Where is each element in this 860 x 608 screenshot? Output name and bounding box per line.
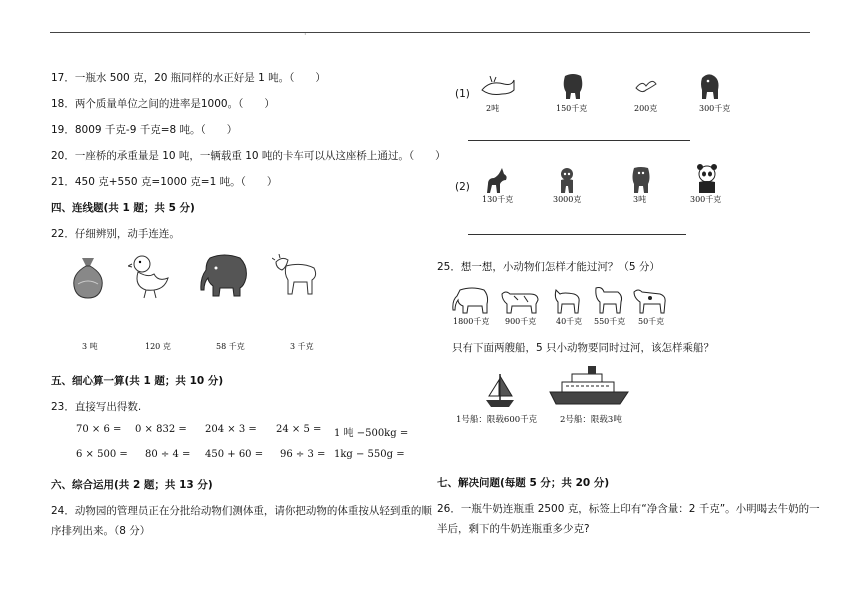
deer-icon <box>484 166 512 194</box>
q22-label-3: 58 千克 <box>216 342 245 351</box>
question-17: 17．一瓶水 500 克，20 瓶同样的水正好是 1 吨。（ ） <box>51 72 326 84</box>
group-2-label: 130千克 <box>482 195 514 204</box>
bear-icon <box>630 166 652 194</box>
group-2-label: 3000克 <box>553 195 582 204</box>
calc-item: 6 × 500 = <box>76 449 128 460</box>
boat-2-label: 2号船：限载3吨 <box>560 415 622 425</box>
question-23: 23．直接写出得数. <box>51 401 142 413</box>
sailboat-icon <box>484 372 516 410</box>
group-2-label: 3吨 <box>633 195 647 204</box>
calc-item: 450 + 60 = <box>205 449 264 460</box>
group-1-index: (1) <box>455 88 470 100</box>
answer-line-2 <box>468 234 686 235</box>
monkey-icon <box>556 166 578 194</box>
calc-item: 70 × 6 = <box>76 424 122 435</box>
calc-item: 24 × 5 = <box>276 424 322 435</box>
goat-icon <box>552 286 582 314</box>
sheep-icon <box>272 254 322 298</box>
q25-animal-label: 900千克 <box>505 317 537 326</box>
question-26-line-1: 26．一瓶牛奶连瓶重 2500 克，标签上印有“净含量：2 千克”。小明喝去牛奶的一 <box>437 503 820 515</box>
section-5-heading: 五、细心算一算(共 1 题；共 10 分) <box>51 375 224 387</box>
elephant-icon <box>452 286 490 314</box>
horse-icon <box>592 284 624 314</box>
group-1-label: 2吨 <box>486 104 500 113</box>
bear-icon <box>562 72 584 100</box>
header-dot: · <box>304 30 307 39</box>
q22-label-2: 120 克 <box>145 342 171 351</box>
q25-animal-label: 1800千克 <box>453 317 490 326</box>
question-19: 19．8009 千克-9 千克=8 吨。（ ） <box>51 124 238 136</box>
section-4-heading: 四、连线题(共 1 题；共 5 分) <box>51 202 195 214</box>
question-24-line-1: 24．动物园的管理员正在分批给动物们测体重，请你把动物的体重按从轻到重的顺 <box>51 505 432 517</box>
q22-label-4: 3 千克 <box>290 342 314 351</box>
duck-icon <box>128 252 172 300</box>
cow-icon <box>500 286 540 314</box>
bag-icon <box>68 254 108 300</box>
question-26-line-2: 半后，剩下的牛奶连瓶重多少克? <box>437 523 590 535</box>
calc-item: 204 × 3 = <box>205 424 257 435</box>
q25-animal-label: 50千克 <box>638 317 665 326</box>
q22-label-1: 3 吨 <box>82 342 98 351</box>
ship-icon <box>548 366 630 406</box>
boat-1-label: 1号船：限载600千克 <box>456 415 538 425</box>
calc-item: 1kg − 550g = <box>334 449 405 460</box>
group-1-label: 200克 <box>634 104 658 113</box>
calc-item: 0 × 832 = <box>135 424 187 435</box>
q25-animal-label: 550千克 <box>594 317 626 326</box>
group-1-label: 150千克 <box>556 104 588 113</box>
group-2-label: 300千克 <box>690 195 722 204</box>
question-25-prompt: 只有下面两艘船，5 只小动物要同时过河，该怎样乘船？ <box>452 342 715 354</box>
panda-icon <box>694 164 720 194</box>
calc-item: 96 ÷ 3 = <box>280 449 326 460</box>
group-2-index: (2) <box>455 181 470 193</box>
question-20: 20．一座桥的承重量是 10 吨，一辆载重 10 吨的卡车可以从这座桥上通过。（ ） <box>51 150 446 162</box>
section-7-heading: 七、解决问题(每题 5 分；共 20 分) <box>437 477 610 489</box>
cow-icon <box>632 286 668 314</box>
whale-icon <box>480 76 516 100</box>
answer-line-1 <box>468 140 690 141</box>
question-25: 25．想一想，小动物们怎样才能过河？（5 分） <box>437 261 660 273</box>
question-18: 18．两个质量单位之间的进率是1000。（ ） <box>51 98 275 110</box>
bird-icon <box>634 78 658 98</box>
question-24-line-2: 序排列出来。（8 分） <box>51 525 151 537</box>
dog-icon <box>698 72 722 100</box>
calc-item: 80 ÷ 4 = <box>145 449 191 460</box>
group-1-label: 300千克 <box>699 104 731 113</box>
section-6-heading: 六、综合运用(共 2 题；共 13 分) <box>51 479 213 491</box>
elephant-icon <box>200 252 250 300</box>
header-rule <box>50 32 810 33</box>
question-21: 21．450 克+550 克=1000 克=1 吨。（ ） <box>51 176 278 188</box>
q25-animal-label: 40千克 <box>556 317 583 326</box>
calc-item: 1 吨 −500kg = <box>334 428 409 439</box>
question-22: 22．仔细辨别，动手连连。 <box>51 228 180 240</box>
